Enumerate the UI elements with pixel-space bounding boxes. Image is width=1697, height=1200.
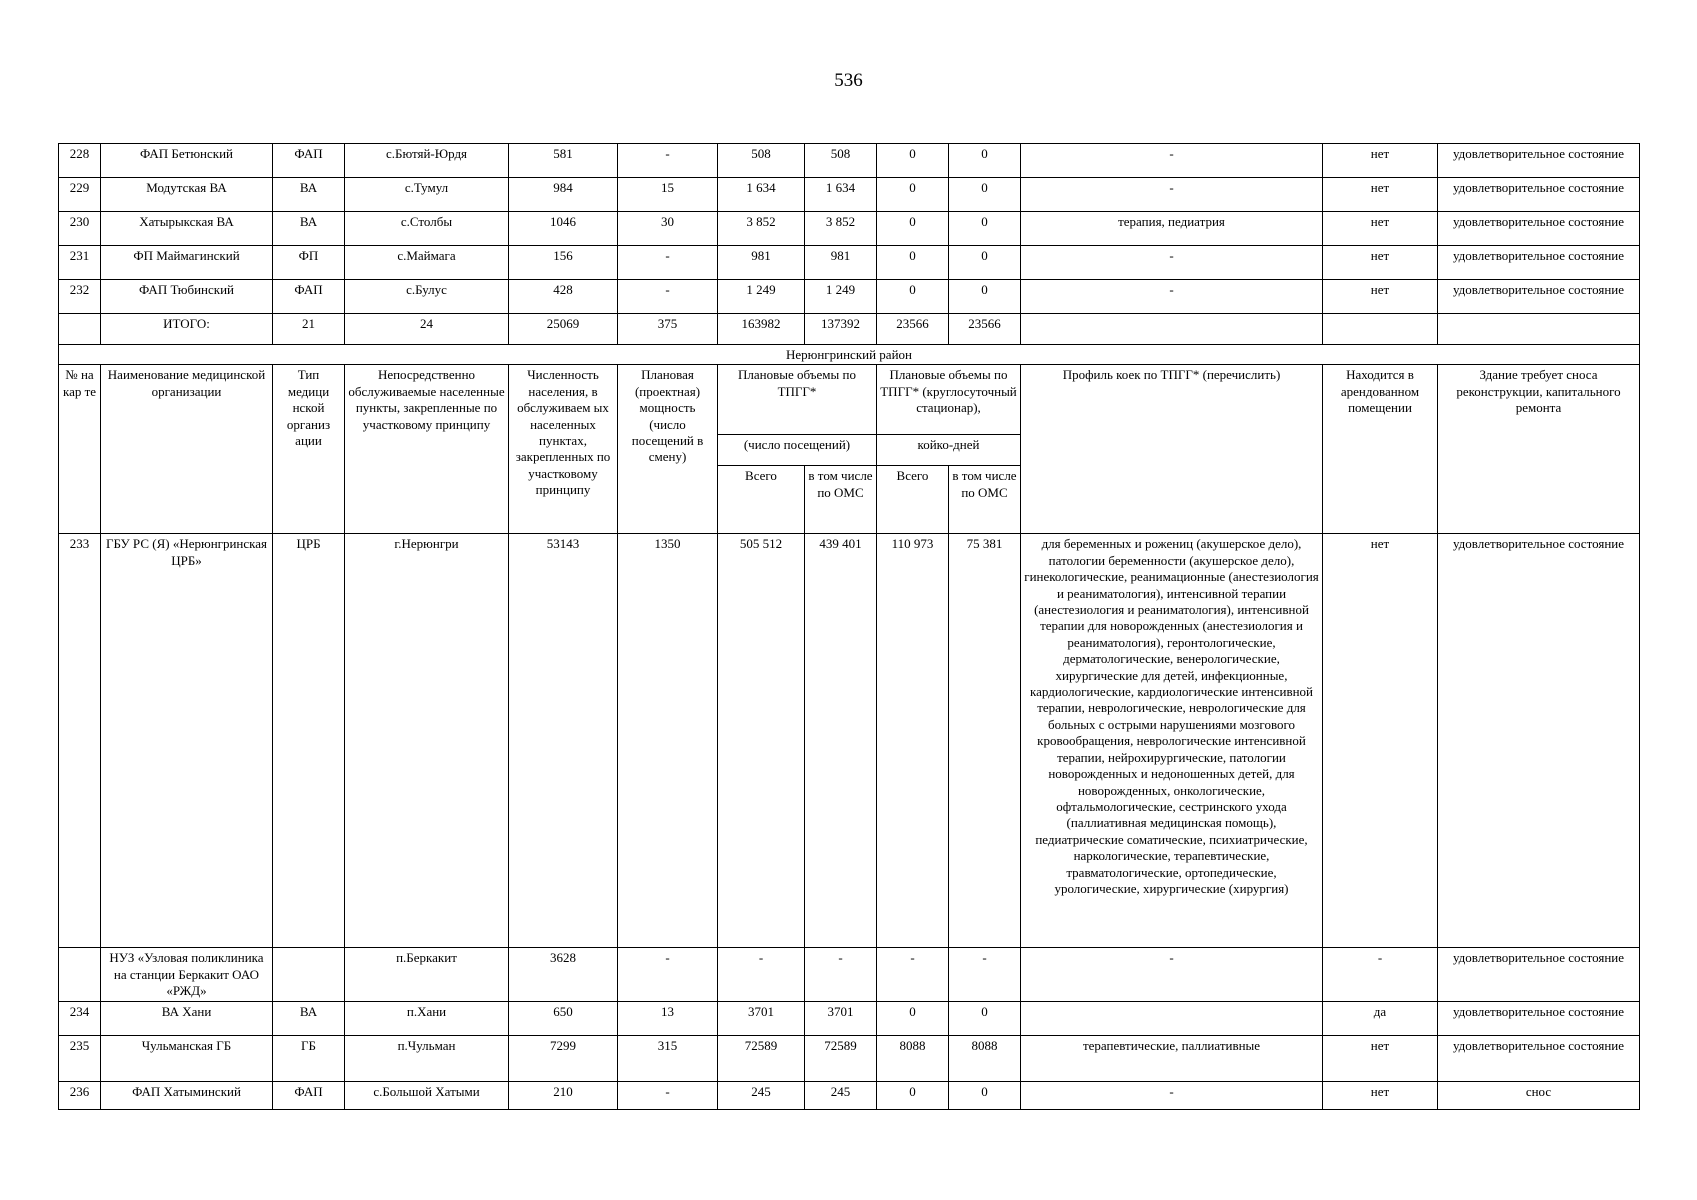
district-row xyxy=(59,345,1640,365)
table-row: 230 Хатырыкская ВА ВА с.Столбы 1046 30 3 852 3 852 0 0 терапия, педиатрия нет удовлетворительное состояние xyxy=(59,212,1640,246)
header-beds-group: Плановые объемы по ТПГГ* (круглосуточный стационар), xyxy=(877,365,1021,435)
header-beds-total: Всего xyxy=(877,466,949,534)
header-beds-unit: койко-дней xyxy=(877,435,1021,466)
header-rented: Находится в арендованном помещении xyxy=(1323,365,1438,534)
header-visits-oms: в том числе по ОМС xyxy=(805,466,877,534)
total-label: ИТОГО: xyxy=(101,314,273,345)
header-settlements: Непосредственно обслуживаемые населенные пункты, закрепленные по участковому принципу xyxy=(345,365,509,534)
table-row: 235 Чульманская ГБ ГБ п.Чульман 7299 315 72589 72589 8088 8088 терапевтические, паллиативные нет удовлетворительное состояние xyxy=(59,1035,1640,1081)
table-row: НУЗ «Узловая поликлиника на станции Беркакит ОАО «РЖД» п.Беркакит 3628 - - - - - - - удовлетворительное состояние xyxy=(59,948,1640,1001)
table-row: 228 ФАП Бетюнский ФАП с.Бютяй-Юрдя 581 - 508 508 0 0 - нет удовлетворительное состояние xyxy=(59,144,1640,178)
header-name: Наименование медицинской организации xyxy=(101,365,273,534)
total-row: ИТОГО: 21 24 25069 375 163982 137392 23566 23566 xyxy=(59,314,1640,345)
header-profile: Профиль коек по ТПГГ* (перечислить) xyxy=(1021,365,1323,534)
header-type: Тип медици нской организ ации xyxy=(273,365,345,534)
bed-profile-list: для беременных и рожениц (акушерское дело), патологии беременности (акушерское дело), гинекологические, реанимационные (анестезиология и реаниматология), интенсивной терапии (анестезиология и реаниматология), интенсивной терапии для новорожденных (анестезиология и реаниматология), геронтологические, дерматологические, венерологические, хирургические для детей, инфекционные, кардиологические, кардиологические интенсивной терапии, неврологические, неврологические для больных с острыми нарушениями мозгового кровообращения, неврологические интенсивной терапии, нейрохирургические, патологии новорожденных и недоношенных детей, для новорожденных, онкологические, офтальмологические, сестринского ухода (паллиативная медицинская помощь), педиатрические соматические, психиатрические, наркологические, терапевтические, травматологические, ортопедические, урологические, хирургические (хирургия) xyxy=(1021,534,1323,948)
medical-organizations-table xyxy=(58,143,1640,1110)
header-visits-total: Всего xyxy=(718,466,805,534)
table-row: 233 ГБУ РС (Я) «Нерюнгринская ЦРБ» ЦРБ г.Нерюнгри 53143 1350 505 512 439 401 110 973 75 381 для беременных и рожениц (акушерское дело), патологии беременности (акушерское дело), гинекологические, реанимационные (анестезиология и реаниматология), интенсивной терапии (анестезиология и реаниматология), интенсивной терапии для новорожденных (анестезиология и реаниматология), геронтологические, дерматологические, венерологические, хирургические для детей, инфекционные, кардиологические, кардиологические интенсивной терапии, неврологические, неврологические для больных с острыми нарушениями мозгового кровообращения, неврологические интенсивной терапии, нейрохирургические, патологии новорожденных и недоношенных детей, для новорожденных, онкологические, офтальмологические, сестринского ухода (паллиативная медицинская помощь), педиатрические соматические, психиатрические, наркологические, терапевтические, травматологические, ортопедические, урологические, хирургические (хирургия) нет удовлетворительное состояние xyxy=(59,534,1640,948)
table-row: 229 Модутская ВА ВА с.Тумул 984 15 1 634 1 634 0 0 - нет удовлетворительное состояние xyxy=(59,178,1640,212)
header-condition: Здание требует сноса реконструкции, капитального ремонта xyxy=(1438,365,1640,534)
header-beds-oms: в том числе по ОМС xyxy=(949,466,1021,534)
header-row xyxy=(59,365,1640,435)
header-visits-group: Плановые объемы по ТПГГ* xyxy=(718,365,877,435)
header-visits-unit: (число посещений) xyxy=(718,435,877,466)
district-title: Нерюнгринский район xyxy=(59,345,1640,365)
header-population: Численность населения, в обслуживаем ых населенных пунктах, закрепленных по участковому принципу xyxy=(509,365,618,534)
table-row: 234 ВА Хани ВА п.Хани 650 13 3701 3701 0 0 да удовлетворительное состояние xyxy=(59,1001,1640,1035)
table-row: 231 ФП Маймагинский ФП с.Маймага 156 - 981 981 0 0 - нет удовлетворительное состояние xyxy=(59,246,1640,280)
header-capacity: Плановая (проектная) мощность (число посещений в смену) xyxy=(618,365,718,534)
page-number: 536 xyxy=(834,70,863,91)
header-no: № на кар те xyxy=(59,365,101,534)
table-row: 236 ФАП Хатыминский ФАП с.Большой Хатыми 210 - 245 245 0 0 - нет снос xyxy=(59,1081,1640,1109)
table-row: 232 ФАП Тюбинский ФАП с.Булус 428 - 1 249 1 249 0 0 - нет удовлетворительное состояние xyxy=(59,280,1640,314)
